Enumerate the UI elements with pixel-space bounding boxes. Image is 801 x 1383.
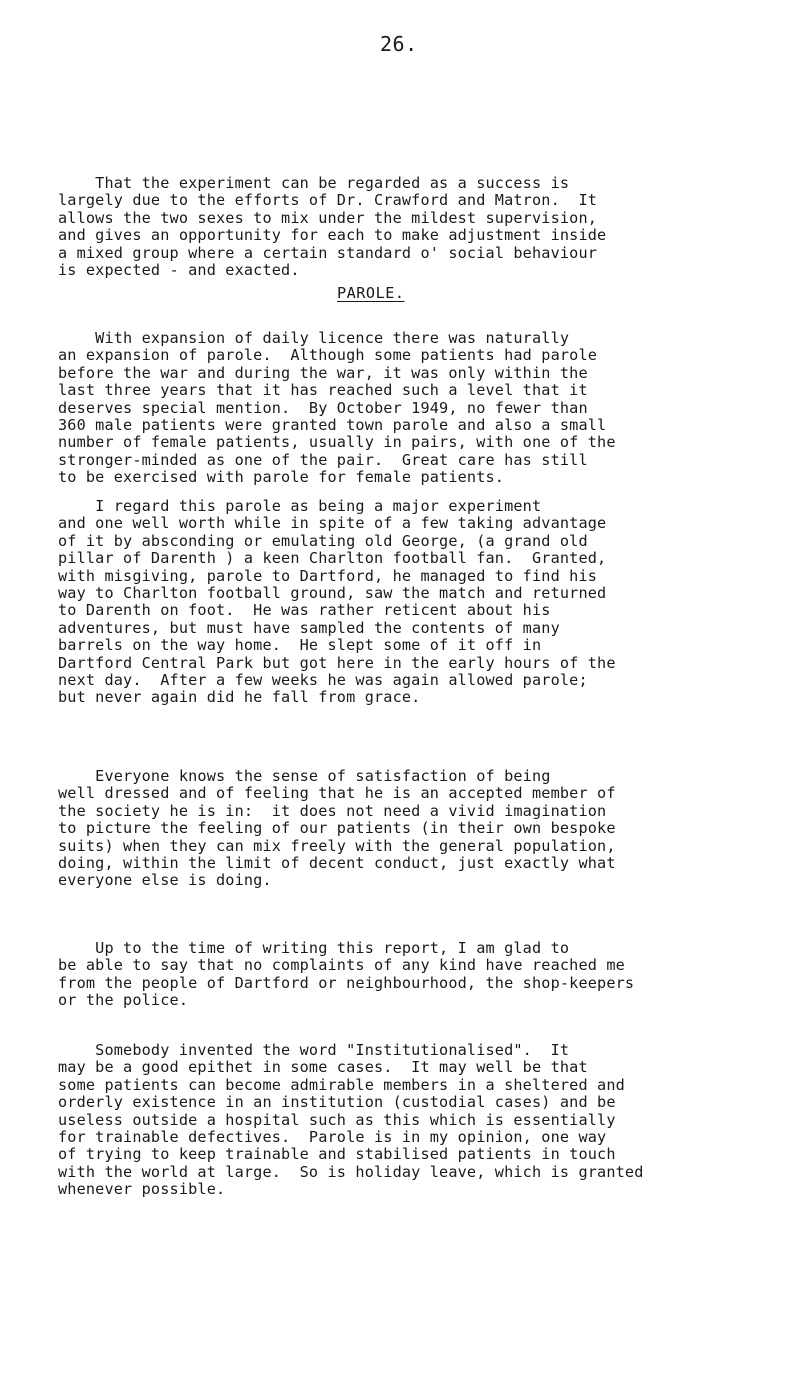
page-number: 26.	[380, 32, 418, 56]
parole-paragraph-satisfaction: Everyone knows the sense of satisfaction of being well dressed and of feeling that he is an accepted member of the society he is in: it does not need a vivid imagination to picture the feeling of our patients (in their own bespoke suits) when they can mix freely with the general population, doing, within the limit of decent conduct, just exactly what everyone else is doing.	[58, 767, 616, 890]
parole-paragraph-institutionalised: Somebody invented the word "Institutionalised". It may be a good epithet in some cases. It may well be that some patients can become admirable members in a sheltered and orderly existence in an institution (custodial cases) and be useless outside a hospital such as this which is essentially for trainable defectives. Parole is in my opinion, one way of trying to keep trainable and stabilised patients in touch with the world at large. So is holiday leave, which is granted whenever possible.	[58, 1041, 644, 1199]
section-heading-parole: PAROLE.	[337, 284, 405, 302]
parole-paragraph-expansion: With expansion of daily licence there was naturally an expansion of parole. Although some patients had parole before the war and during the war, it was only within the last three years that it has reached such a level that it deserves special mention. By October 1949, no fewer than 360 male patients were granted town parole and also a small number of female patients, usually in pairs, with one of the stronger-minded as one of the pair. Great care has still to be exercised with parole for female patients.	[58, 329, 616, 487]
parole-paragraph-experiment: I regard this parole as being a major experiment and one well worth while in spite of a few taking advantage of it by absconding or emulating old George, (a grand old pillar of Darenth ) a keen Charlton football fan. Granted, with misgiving, parole to Dartford, he managed to find his way to Charlton football ground, saw the match and returned to Darenth on foot. He was rather reticent about his adventures, but must have sampled the contents of many barrels on the way home. He slept some of it off in Dartford Central Park but got here in the early hours of the next day. After a few weeks he was again allowed parole; but never again did he fall from grace.	[58, 497, 616, 707]
parole-paragraph-complaints: Up to the time of writing this report, I am glad to be able to say that no complaints of any kind have reached me from the people of Dartford or neighbourhood, the shop-keepers or the police.	[58, 939, 635, 1010]
intro-paragraph: That the experiment can be regarded as a success is largely due to the efforts of Dr. Crawford and Matron. It allows the two sexes to mix under the mildest supervision, and gives an opportunity for each to make adjustment inside a mixed group where a certain standard o' social behaviour is expected - and exacted.	[58, 174, 607, 280]
